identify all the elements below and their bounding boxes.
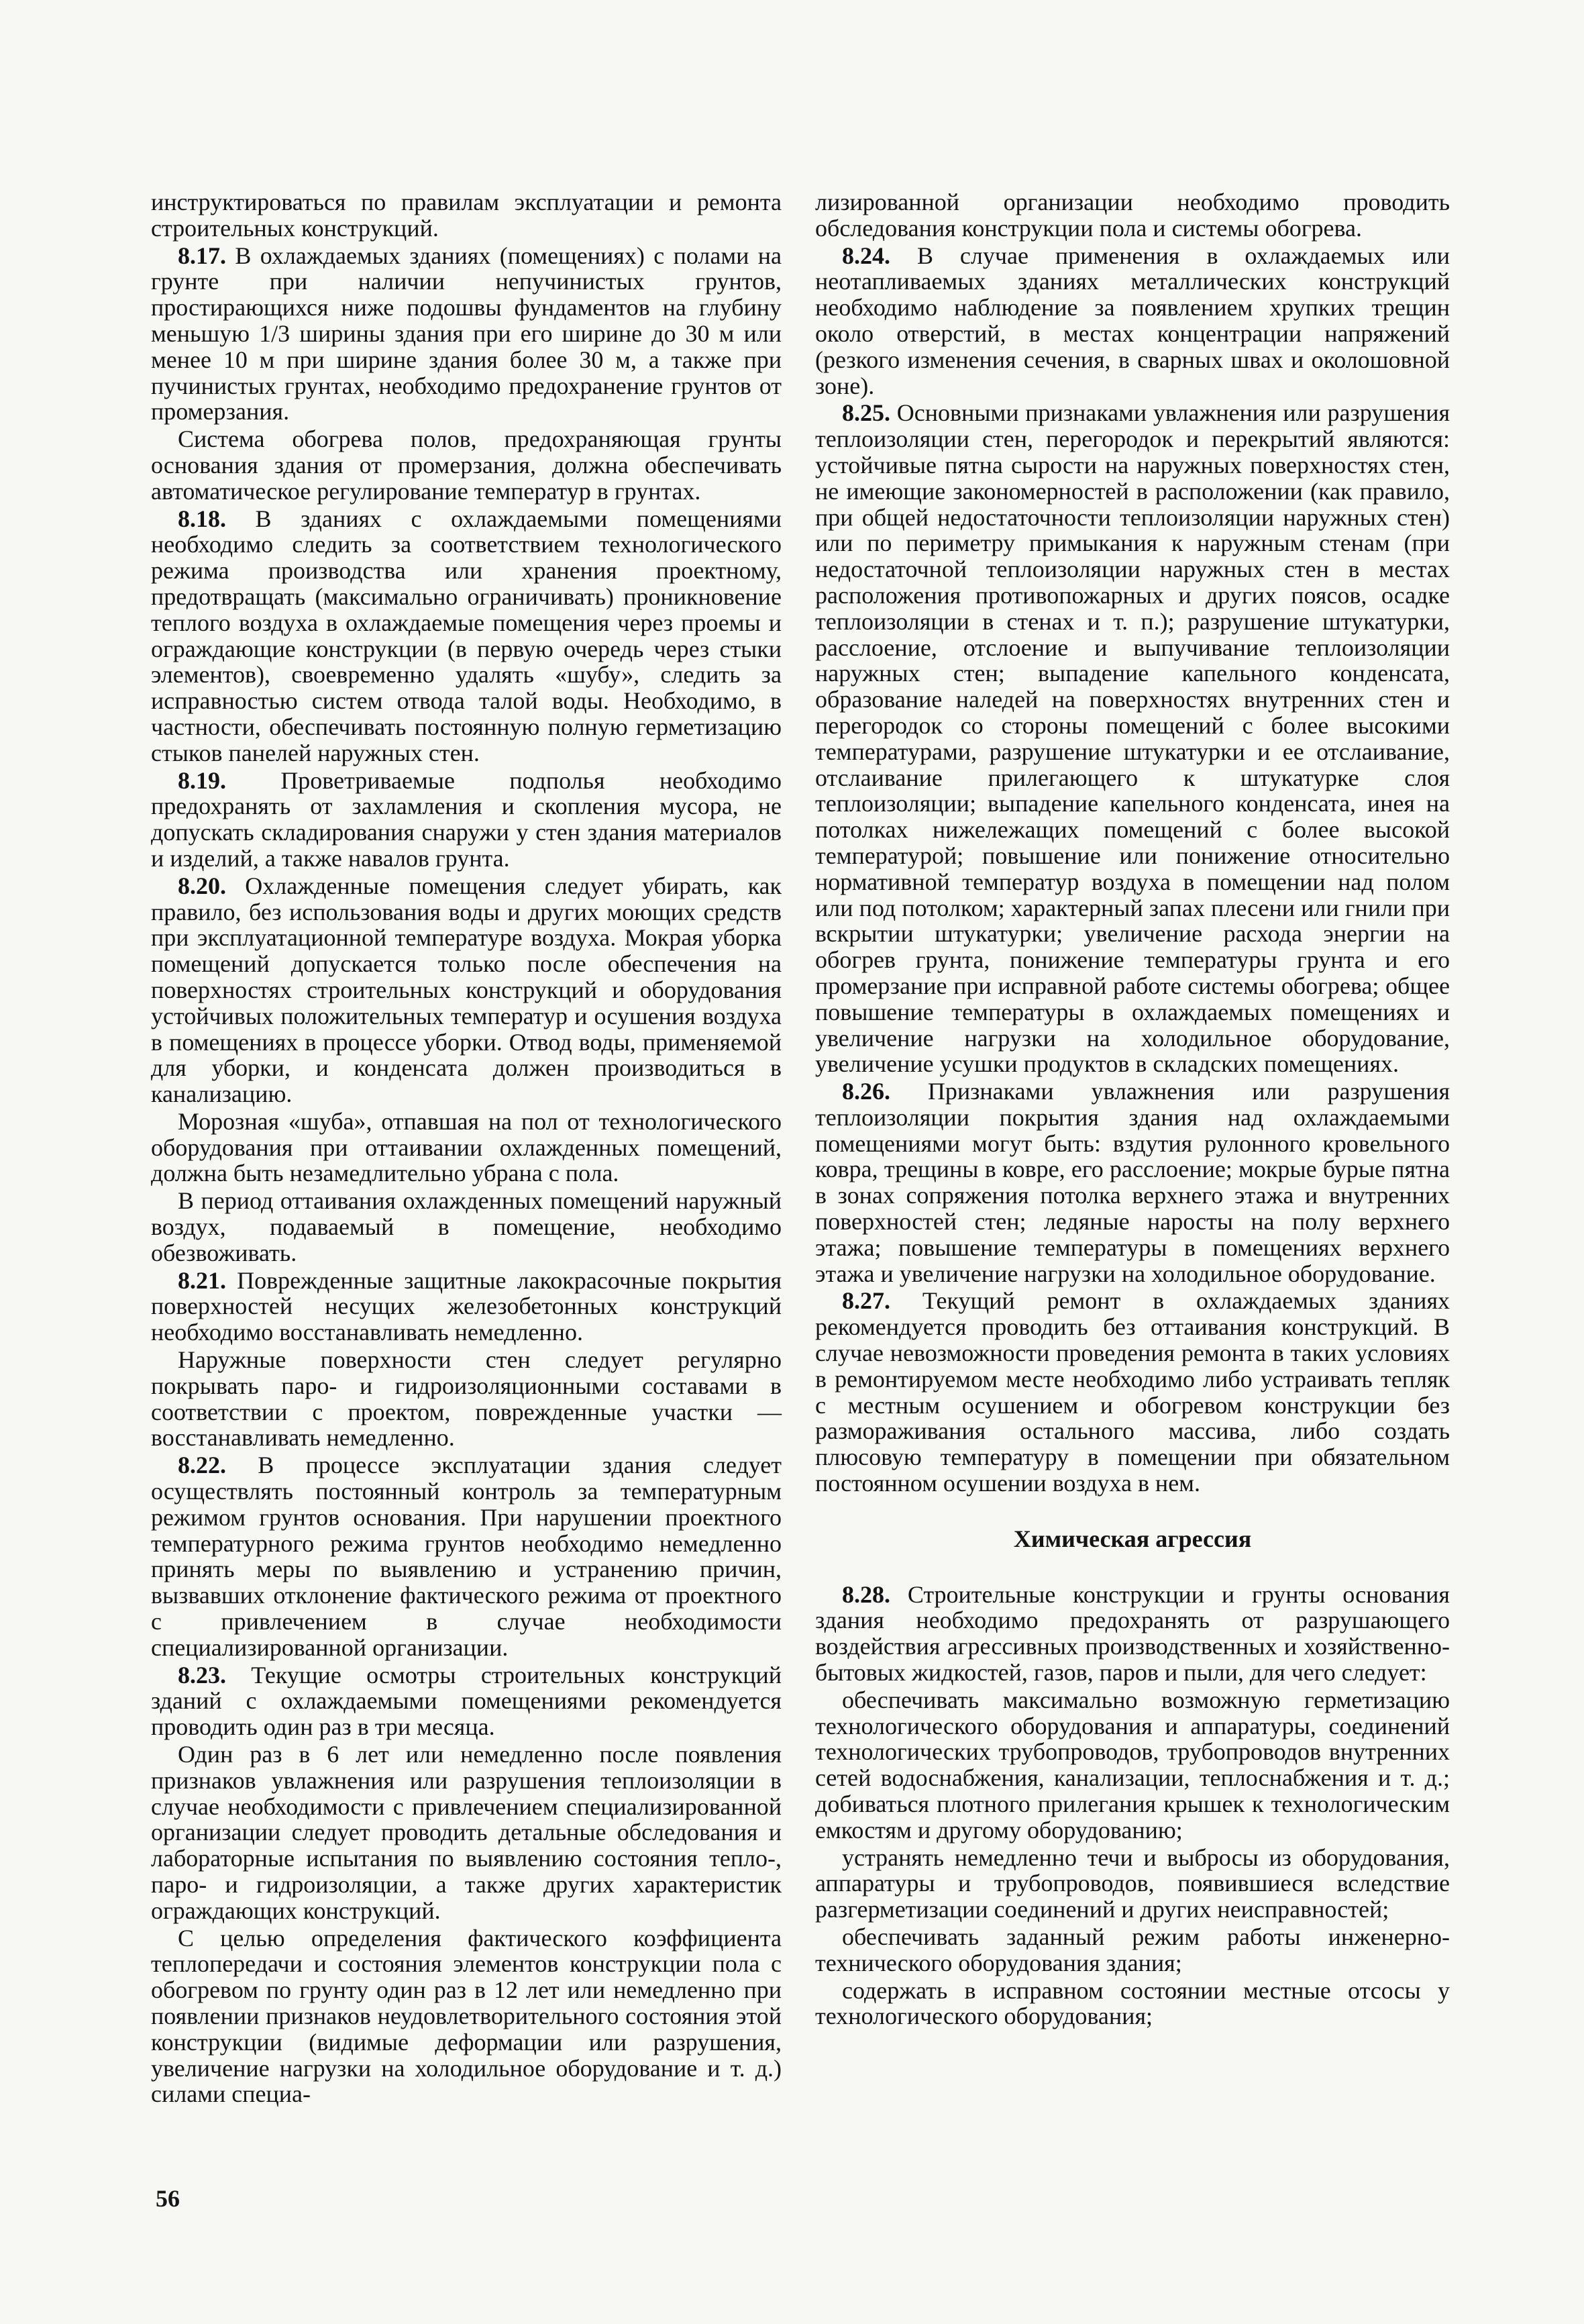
paragraph xyxy=(151,1109,782,1186)
paragraph-text: обеспечивать заданный режим работы инженерно-технического оборудования здания; xyxy=(815,1923,1450,1976)
paragraph xyxy=(151,189,782,242)
paragraph-text: инструктироваться по правилам эксплуатации и ремонта строительных конструкций. xyxy=(151,189,782,242)
paragraph-text: В период оттаивания охлажденных помещений наружный воздух, подаваемый в помещение, необходимо обезвоживать. xyxy=(151,1187,782,1266)
list-item xyxy=(815,1978,1450,2030)
paragraph xyxy=(151,1452,782,1660)
clause-number: 8.23. xyxy=(178,1661,226,1688)
paragraph-text: С целью определения фактического коэффициента теплопередачи и состояния элементов конструкции пола с обогревом по грунту один раз в 12 лет или немедленно при появлении признаков неудовлетворительного состояния этой конструкции (видимые деформации или разрушения, увеличение нагрузки на холодильное оборудование и т. д.) силами специа- xyxy=(151,1924,782,2108)
paragraph xyxy=(815,1288,1450,1496)
clause-number: 8.26. xyxy=(842,1078,890,1105)
paragraph-text: Один раз в 6 лет или немедленно после появления признаков увлажнения или разрушения теплоизоляции в случае необходимости с привлечением специализированной организации следует проводить детальные обследования и лабораторные испытания по выявлению состояния тепло-, паро- и гидроизоляции, а также других характеристик ограждающих конструкций. xyxy=(151,1741,782,1924)
paragraph-text: Наружные поверхности стен следует регулярно покрывать паро- и гидроизоляционными составами в соответствии с проектом, поврежденные участки — восстанавливать немедленно. xyxy=(151,1346,782,1452)
section-heading: Химическая агрессия xyxy=(1013,1525,1252,1552)
paragraph xyxy=(815,1078,1450,1286)
right-column xyxy=(815,189,1450,2031)
clause-number: 8.22. xyxy=(178,1452,226,1479)
paragraph-text: Признаками увлажнения или разрушения теплоизоляции покрытия здания над охлаждаемыми помещениями могут быть: вздутия рулонного кровельного ковра, трещины в ковре, его расслоение; мокрые бурые пятна в зонах сопряжения потолка верхнего этажа и внутренних поверхностей стен; ледяные наросты на полу верхнего этажа; повышение температуры в помещениях верхнего этажа и увеличение нагрузки на холодильное оборудование. xyxy=(815,1078,1450,1287)
paragraph xyxy=(151,506,782,766)
paragraph-text: Текущие осмотры строительных конструкций зданий с охлаждаемыми помещениями рекомендуется проводить один раз в три месяца. xyxy=(151,1661,782,1741)
clause-number: 8.21. xyxy=(178,1266,226,1294)
clause-number: 8.25. xyxy=(842,399,890,427)
paragraph-text: В случае применения в охлаждаемых или неотапливаемых зданиях металлических конструкций необходимо наблюдение за появлением хрупких трещин около отверстий, в местах концентрации напряжений (резкого изменения сечения, в сварных швах и околошовной зоне). xyxy=(815,242,1450,399)
paragraph-text: Строительные конструкции и грунты основания здания необходимо предохранять от разрушающего воздействия агрессивных производственных и хозяйственно-бытовых жидкостей, газов, паров и пыли, для чего следует: xyxy=(815,1580,1450,1686)
clause-number: 8.18. xyxy=(178,505,226,532)
paragraph xyxy=(151,426,782,504)
paragraph-text: Система обогрева полов, предохраняющая грунты основания здания от промерзания, должна обеспечивать автоматическое регулирование температур в грунтах. xyxy=(151,425,782,505)
paragraph xyxy=(815,243,1450,399)
paragraph-text: В зданиях с охлаждаемыми помещениями необходимо следить за соответствием технологического режима производства или хранения проектному, предотвращать (максимально ограничивать) проникновение теплого воздуха в охлаждаемые помещения через проемы и ограждающие конструкции (в первую очередь через стыки элементов), своевременно удалять «шубу», следить за исправностью систем отвода талой воды. Необходимо, в частности, обеспечивать постоянную полную герметизацию стыков панелей наружных стен. xyxy=(151,505,782,766)
paragraph xyxy=(151,243,782,425)
paragraph xyxy=(151,1662,782,1740)
paragraph-text: В процессе эксплуатации здания следует осуществлять постоянный контроль за температурным режимом грунтов основания. При нарушении проектного температурного режима грунтов необходимо немедленно принять меры по выявлению и устранению причин, вызвавших отклонение фактического режима от проектного с привлечением в случае необходимости специализированной организации. xyxy=(151,1452,782,1661)
paragraph xyxy=(151,1741,782,1924)
paragraph xyxy=(815,400,1450,1077)
clause-number: 8.24. xyxy=(842,242,890,269)
clause-number: 8.20. xyxy=(178,872,226,899)
paragraph xyxy=(151,1268,782,1346)
paragraph-text: обеспечивать максимально возможную герметизацию технологического оборудования и аппаратуры, соединений технологических трубопроводов, трубопроводов внутренних сетей водоснабжения, канализации, теплоснабжения и т. д.; добиваться плотного прилегания крышек к технологическим емкостям и другому оборудованию; xyxy=(815,1686,1450,1843)
page-number: 56 xyxy=(156,2185,180,2212)
list-item xyxy=(815,1924,1450,1976)
paragraph xyxy=(151,873,782,1107)
paragraph xyxy=(815,1582,1450,1686)
paragraph-text: Текущий ремонт в охлаждаемых зданиях рекомендуется проводить без оттаивания конструкций. В случае невозможности проведения ремонта в таких условиях в ремонтируемом месте необходимо либо устраивать тепляк с местным осушением и обогревом конструкции без размораживания остального массива, либо создать плюсовую температуру в помещении при обязательном постоянном осушении воздуха в нем. xyxy=(815,1287,1450,1497)
list-item xyxy=(815,1845,1450,1923)
paragraph-text: Морозная «шуба», отпавшая на пол от технологического оборудования при оттаивании охлажденных помещений, должна быть незамедлительно убрана с пола. xyxy=(151,1107,782,1187)
paragraph-text: лизированной организации необходимо проводить обследования конструкции пола и системы обогрева. xyxy=(815,189,1450,242)
paragraph-text: устранять немедленно течи и выбросы из оборудования, аппаратуры и трубопроводов, появившиеся вследствие разгерметизации соединений и других неисправностей; xyxy=(815,1843,1450,1923)
clause-number: 8.19. xyxy=(178,766,226,794)
paragraph-text: содержать в исправном состоянии местные отсосы у технологического оборудования; xyxy=(815,1976,1450,2030)
paragraph xyxy=(151,1347,782,1451)
paragraph xyxy=(815,189,1450,242)
paragraph-text: Основными признаками увлажнения или разрушения теплоизоляции стен, перегородок и перекрытий являются: устойчивые пятна сырости на наружных поверхностях стен, не имеющие закономерностей в расположении (как правило, при общей недостаточности теплоизоляции наружных стен) или по периметру примыкания к наружным стенам (при недостаточной теплоизоляции наружных стен в местах расположения противопожарных и других поясов, осадке теплоизоляции в стенах и т. п.); разрушение штукатурки, расслоение, отслоение и выпучивание теплоизоляции наружных стен; выпадение капельного конденсата, образование наледей на поверхностях внутренних стен и перегородок со стороны помещений с более высокими температурами, разрушение штукатурки и ее отслаивание, отслаивание прилегающего к штукатурке слоя теплоизоляции; выпадение капельного конденсата, инея на потолках нижележащих помещений с более высокой температурой; повышение или понижение относительно нормативной температур воздуха в помещении над полом или под потолком; характерный запах плесени или гнили при вскрытии штукатурки; увеличение расхода энергии на обогрев грунта, понижение температуры грунта и его промерзание при исправной работе системы обогрева; общее повышение температуры в охлаждаемых помещениях и увеличение нагрузки на холодильное оборудование, увеличение усушки продуктов в складских помещениях. xyxy=(815,399,1450,1078)
paragraph xyxy=(151,1925,782,2108)
clause-number: 8.27. xyxy=(842,1287,890,1315)
paragraph xyxy=(151,1188,782,1266)
clause-number: 8.28. xyxy=(842,1580,890,1608)
paragraph xyxy=(151,768,782,872)
paragraph-text: Проветриваемые подполья необходимо предохранять от захламления и скопления мусора, не допускать складирования снаружи у стен здания материалов и изделий, а также навалов грунта. xyxy=(151,766,782,872)
left-column xyxy=(151,189,782,2109)
paragraph-text: Охлажденные помещения следует убирать, как правило, без использования воды и других моющих средств при эксплуатационной температуре воздуха. Мокрая уборка помещений допускается только после обеспечения на поверхностях строительных конструкций и оборудования устойчивых положительных температур и осушения воздуха в помещениях в процессе уборки. Отвод воды, применяемой для уборки, и конденсата должен производиться в канализацию. xyxy=(151,872,782,1108)
paragraph-text: Поврежденные защитные лакокрасочные покрытия поверхностей несущих железобетонных конструкций необходимо восстанавливать немедленно. xyxy=(151,1266,782,1346)
list-item xyxy=(815,1687,1450,1843)
paragraph-text: В охлаждаемых зданиях (помещениях) с полами на грунте при наличии непучинистых грунтов, простирающихся ниже подошвы фундаментов на глубину меньшую 1/3 ширины здания при его ширине до 30 м или менее 10 м при ширине здания более 30 м, а также при пучинистых грунтах, необходимо предохранение грунтов от промерзания. xyxy=(151,242,782,425)
clause-number: 8.17. xyxy=(178,242,226,269)
